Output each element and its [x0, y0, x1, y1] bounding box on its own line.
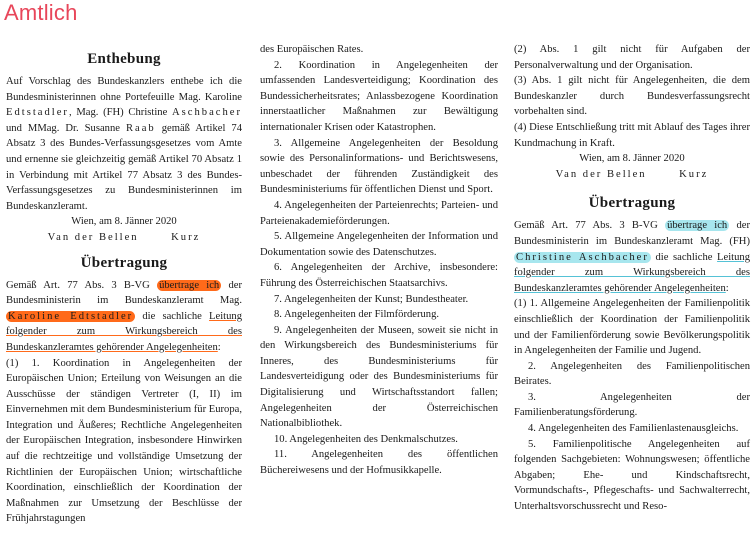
highlight: übertrage ich — [667, 220, 728, 232]
continuation: des Europäischen Rates. — [260, 44, 364, 55]
uebertragung-paragraph — [6, 278, 242, 356]
date-line: Wien, am 8. Jänner 2020 — [579, 153, 685, 165]
list-item: 3. Allgemeine Angelegenheiten der Besoldung sowie des Personalinformations- und Berichtswesens, unbeschadet der führenden Zuständigkeit des Bundesministeriums für öffentlichen Dienst und Sport. — [260, 137, 498, 196]
text: , Mag. (FH) Christine — [68, 107, 172, 119]
list-item: 6. Angelegenheiten der Archive, insbesondere: Führung des Österreichischen Staatsarchivs. — [260, 262, 498, 289]
clause-3: (3) Abs. 1 gilt nicht für Angelegenheiten, die dem Bundeskanzler durch Bundesverfassungsrecht vorbehalten sind. — [514, 75, 750, 118]
text: gemäß Artikel 74 Absatz 3 des Bundes-Verfassungsgesetzes vom Amte und ernenne sie gleichzeitig gemäß Artikel 70 Absatz 1 in Verbindung mit Artikel 77 Absatz 3 des Bundes-Verfassungsgesetzes zu Bundesministerinnen im Bundeskanzleramt. — [6, 122, 242, 212]
list-item: 2. Angelegenheiten des Familienpolitischen Beirates. — [514, 360, 750, 388]
highlight-name: Karoline Edtstadler — [8, 310, 134, 322]
text: die sachliche — [650, 251, 718, 263]
list-item: 5. Allgemeine Angelegenheiten der Information und Dokumentation sowie des Datenschutzes. — [260, 231, 498, 258]
text: Auf Vorschlag des Bundeskanzlers enthebe ich die Bundesministerinnen ohne Portefeuille Mag. Karoline — [6, 76, 242, 103]
masthead-title: Amtlich — [4, 0, 78, 25]
date-line: Wien, am 8. Jänner 2020 — [71, 216, 177, 228]
clause-2: (2) Abs. 1 gilt nicht für Aufgaben der Personalverwaltung und der Organisation. — [514, 44, 750, 71]
item-1: (1) 1. Koordination in Angelegenheiten der Europäischen Union; Erteilung von Weisungen an die Ausschüsse der ständigen Vertreter (I, II) im Einvernehmen mit dem Bundesministerium für Europa, Integration und Äußeres; Rechtliche Angelegenheiten der Europäischen Integration, insbesondere Hinwirken auf die rechtzeitige und vollständige Umsetzung der Richtlinien der Europäischen Union; wirtschaftliche Koordination, einschließlich der Koordination der Maßnahmen zur Umsetzung der Beschlüsse der Frühjahrstagungen — [6, 357, 242, 525]
column-1 — [6, 50, 242, 527]
text: der Bundesministerin im Bundeskanzleramt Mag. — [6, 279, 242, 307]
list-item: 4. Angelegenheiten des Familienlastenausgleichs. — [528, 423, 739, 435]
highlight: übertrage ich — [159, 279, 220, 291]
list-item: 5. Familienpolitische Angelegenheiten auf folgenden Sachgebieten: Wohnungswesen; öffentliche Abgaben; Ehe- und Kindschaftsrecht, Vormundschafts-, Pflegeschafts- und Sachwalterrecht, Unterhaltsvorschussrecht und Reso- — [514, 438, 750, 513]
enthebung-paragraph — [6, 74, 242, 214]
text: Gemäß Art. 77 Abs. 3 B-VG — [6, 279, 158, 291]
name: Edtstadler — [6, 107, 69, 119]
heading-uebertragung: Übertragung — [588, 195, 676, 212]
text: der Bundesministerin im Bundeskanzleramt Mag. (FH) — [514, 220, 750, 247]
list-item: 2. Koordination in Angelegenheiten der umfassenden Landesverteidigung; Koordination des Bundessicherheitsrates; Anlassbezogene Koordination innerstaatlicher Maßnahmen zur Bewältigung internationaler Krisen oder Katastrophen. — [260, 59, 498, 133]
column-2 — [260, 42, 498, 479]
name: Aschbacher — [172, 107, 242, 119]
text: die sachliche — [135, 310, 210, 322]
text: : — [217, 341, 221, 353]
highlight-name: Christine Aschbacher — [516, 251, 649, 263]
item-1: (1) 1. Allgemeine Angelegenheiten der Familienpolitik einschließlich der Koordination der Familienpolitik und der Familienförderung sowie Bevölkerungspolitik in Angelegenheiten der Familie und Jugend. — [514, 298, 750, 357]
column-3 — [514, 42, 750, 515]
list-item: 7. Angelegenheiten der Kunst; Bundestheater. — [274, 293, 469, 305]
uebertragung-paragraph — [514, 218, 750, 296]
underlined-text: Leitung folgender zum Wirkungsbereich des Bundeskanzleramtes gehörender Angelegenheiten — [514, 251, 750, 294]
list-item: 3. Angelegenheiten der Familienberatungsförderung. — [514, 391, 750, 419]
clause-4: (4) Diese Entschließung tritt mit Ablauf des Tages ihrer Kundmachung in Kraft. — [514, 121, 750, 149]
list-item: 8. Angelegenheiten der Filmförderung. — [274, 309, 440, 321]
list-item: 10. Angelegenheiten des Denkmalschutzes. — [274, 433, 458, 445]
list-item: 9. Angelegenheiten der Museen, soweit sie nicht in den Wirkungsbereich des Bundesministeriums für Inneres, des Bundesministeriums für Landesverteidigung oder des Bundesministeriums für Digitalisierung und Wirtschaftsstandort fallen; Angelegenheiten der Österreichischen Nationalbibliothek. — [260, 324, 498, 430]
text: Gemäß Art. 77 Abs. 3 B-VG — [514, 220, 666, 232]
name: Raab — [125, 122, 156, 134]
heading-uebertragung: Übertragung — [80, 254, 168, 271]
signature-line: Van der Bellen Kurz — [47, 231, 201, 243]
heading-enthebung: Enthebung — [87, 51, 161, 67]
list-item: 4. Angelegenheiten der Parteienrechts; Parteien- und Parteienakademieförderungen. — [260, 199, 498, 227]
list-item: 11. Angelegenheiten des öffentlichen Büchereiwesens und der Hofmusikkapelle. — [260, 449, 498, 477]
text: und MMag. Dr. Susanne — [6, 122, 126, 134]
text: : — [725, 282, 729, 294]
underlined-text: Leitung folgender zum Wirkungsbereich des Bundeskanzleramtes gehörender Angelegenheiten — [6, 310, 242, 353]
signature-line: Van der Bellen Kurz — [555, 168, 709, 180]
